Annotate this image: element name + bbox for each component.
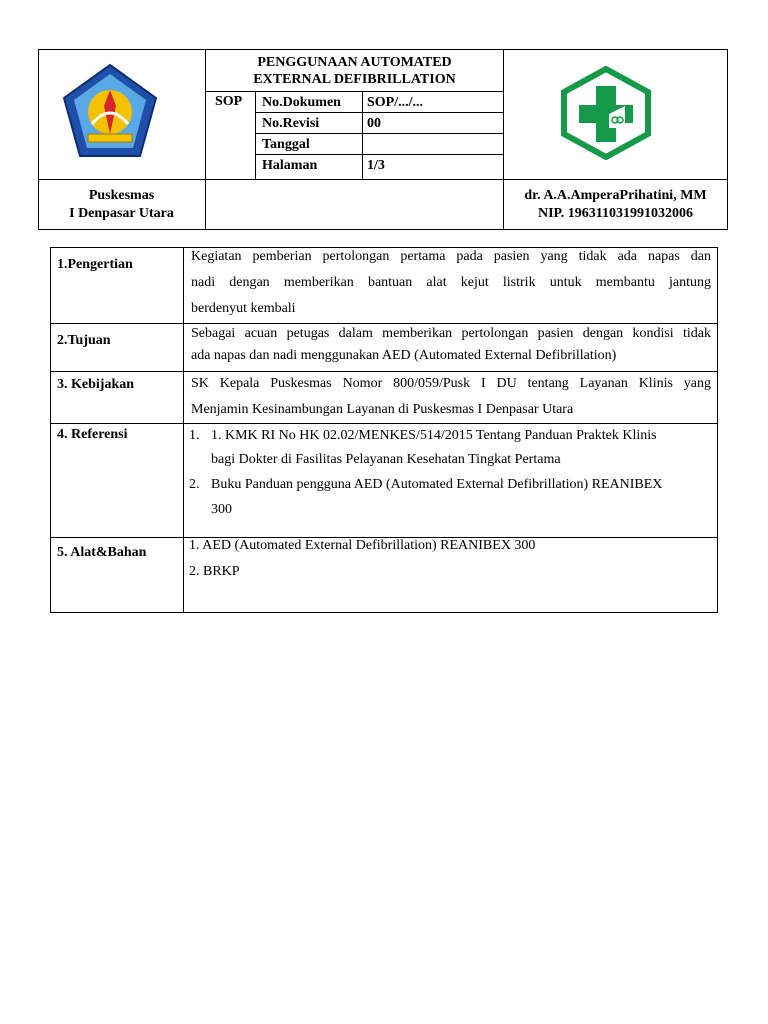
signer-nip: NIP. 196311031991032006 bbox=[537, 206, 694, 221]
meta-value: SOP/.../... bbox=[367, 95, 424, 110]
list-item: 300 bbox=[211, 502, 232, 517]
meta-label: Halaman bbox=[262, 158, 318, 173]
text-line: nadi dengan memberikan bantuan alat kejut listrik untuk membantu jantung bbox=[191, 275, 711, 290]
text-line: SK Kepala Puskesmas Nomor 800/059/Pusk I DU tentang Layanan Klinis yang bbox=[191, 376, 711, 391]
title-line: EXTERNAL DEFIBRILLATION bbox=[253, 72, 456, 87]
divider bbox=[255, 133, 503, 134]
list-item: 1. KMK RI No HK 02.02/MENKES/514/2015 Tentang Panduan Praktek Klinis bbox=[211, 428, 657, 443]
row-content bbox=[191, 371, 711, 423]
divider bbox=[362, 91, 363, 179]
organization-name bbox=[38, 187, 205, 223]
divider bbox=[255, 154, 503, 155]
list-item: Buku Panduan pengguna AED (Automated External Defibrillation) REANIBEX bbox=[211, 477, 663, 492]
signer-block bbox=[503, 187, 728, 223]
meta-value: 00 bbox=[367, 116, 381, 131]
divider bbox=[38, 179, 728, 180]
list-item: 1. AED (Automated External Defibrillation) REANIBEX 300 bbox=[189, 538, 536, 553]
text-line: Menjamin Kesinambungan Layanan di Puskesmas I Denpasar Utara bbox=[191, 402, 574, 417]
document-title bbox=[206, 54, 503, 88]
meta-label: No.Dokumen bbox=[262, 95, 341, 110]
signer-name: dr. A.A.AmperaPrihatini, MM bbox=[524, 188, 707, 203]
text-line: Sebagai acuan petugas dalam memberikan pertolongan pasien dengan kondisi tidak bbox=[191, 326, 711, 341]
meta-value: 1/3 bbox=[367, 158, 385, 173]
row-label: 4. Referensi bbox=[57, 427, 128, 442]
row-content bbox=[191, 323, 711, 367]
meta-label: Tanggal bbox=[262, 137, 310, 152]
org-line: Puskesmas bbox=[88, 188, 155, 203]
divider bbox=[205, 91, 503, 92]
list-item: 2. BRKP bbox=[189, 564, 240, 579]
row-label: 1.Pengertian bbox=[57, 257, 133, 272]
meta-label: No.Revisi bbox=[262, 116, 320, 131]
divider bbox=[183, 247, 184, 613]
text-line: berdenyut kembali bbox=[191, 301, 296, 316]
text-line: Kegiatan pemberian pertolongan pertama pada pasien yang tidak ada napas dan bbox=[191, 249, 711, 264]
list-number: 2. bbox=[189, 477, 200, 492]
list-item: bagi Dokter di Fasilitas Pelayanan Kesehatan Tingkat Pertama bbox=[211, 452, 561, 467]
divider bbox=[255, 91, 256, 179]
list-number: 1. bbox=[189, 428, 200, 443]
row-label: 3. Kebijakan bbox=[57, 377, 135, 392]
row-label: 5. Alat&Bahan bbox=[57, 545, 147, 560]
puskesmas-logo bbox=[561, 66, 651, 160]
text-line: ada napas dan nadi menggunakan AED (Automated External Defibrillation) bbox=[191, 348, 617, 363]
sop-label: SOP bbox=[215, 94, 243, 109]
title-line: PENGGUNAAN AUTOMATED bbox=[257, 55, 452, 70]
row-label: 2.Tujuan bbox=[57, 333, 111, 348]
denpasar-emblem-logo bbox=[60, 62, 160, 162]
row-content bbox=[191, 244, 711, 322]
org-line: I Denpasar Utara bbox=[69, 206, 174, 221]
divider bbox=[255, 112, 503, 113]
